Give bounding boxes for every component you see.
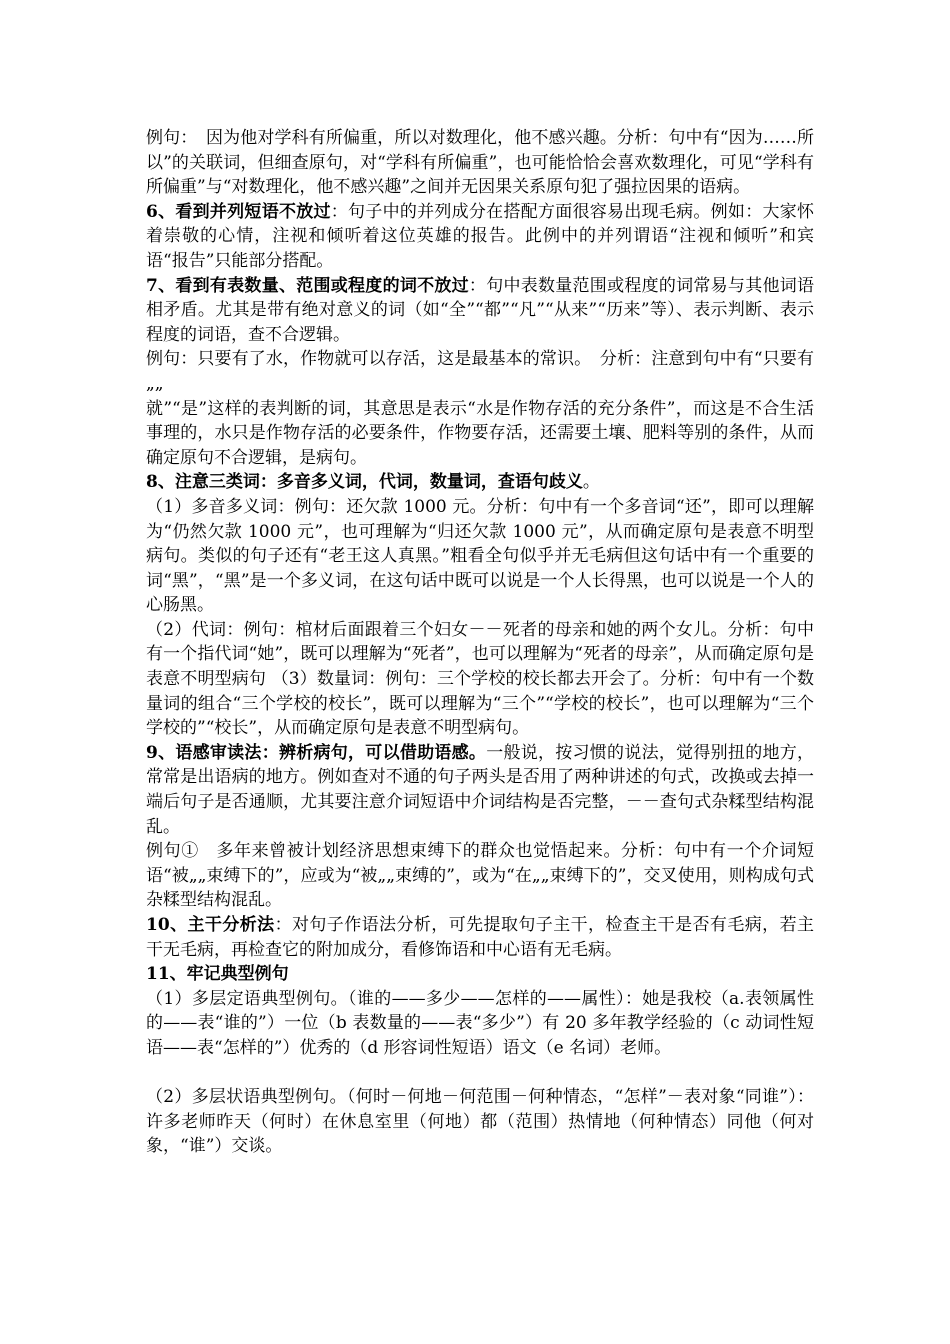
- paragraph-example-7b: 就”“是”这样的表判断的词，其意思是表示“水是作物存活的充分条件”，而这是不合生活事理的，水只是作物存活的必要条件，作物要存活，还需要土壤、肥料等别的条件，从而确定原句不合逻辑，是病句。: [146, 398, 814, 468]
- paragraph-point-7: 7、看到有表数量、范围或程度的词不放过：句中表数量范围或程度的词常易与其他词语相矛盾。尤其是带有绝对意义的词（如“全”“都”“凡”“从来”“历来”等）、表示判断、表示程度的词语，查不合逻辑。: [146, 275, 815, 345]
- paragraph-point-9: 9、语感审读法：辨析病句，可以借助语感。一般说，按习惯的说法，觉得别扭的地方，常常是出语病的地方。例如查对不通的句子两头是否用了两种讲述的句式，改换或去掉一端后句子是否通顺，尤其要注意介词短语中介词结构是否完整，－－查句式杂糅型结构混乱。: [146, 742, 815, 837]
- paragraph-point-8-1: （1）多音多义词：例句：还欠款 1000 元。分析：句中有一个多音词“还”，即可以理解为“仍然欠款 1000 元”，也可理解为“归还欠款 1000 元”，从而确定原句是表意不明型病句。类似的句子还有“老王这人真黑。”粗看全句似乎并无毛病但这句话中有一个重要的词“黑”，“黑”是一个多义词，在这句话中既可以说是一个人长得黑，也可以说是一个人的心肠黑。: [146, 496, 814, 616]
- paragraph-point-8-2: （2）代词：例句：棺材后面跟着三个妇女－－死者的母亲和她的两个女儿。分析：句中有一个指代词“她”，既可以理解为“死者”，也可以理解为“死者的母亲”，从而确定原句是表意不明型病句 （3）数量词：例句：三个学校的校长都去开会了。分析：句中有一个数量词的组合“三个学校的校长”，既可以理解为“三个”“学校的校长”，也可以理解为“三个学校的”“校长”，从而确定原句是表意不明型病句。: [146, 619, 814, 739]
- heading-point-7: 7、看到有表数量、范围或程度的词不放过: [146, 275, 469, 296]
- paragraph-point-10: 10、主干分析法：对句子作语法分析，可先提取句子主干，检查主干是否有毛病，若主干无毛病，再检查它的附加成分，看修饰语和中心语有无毛病。: [146, 915, 814, 960]
- paragraph-example-9: 例句① 多年来曾被计划经济思想束缚下的群众也觉悟起来。分析：句中有一个介词短语“被„„束缚下的”，应或为“被„„束缚的”，或为“在„„束缚下的”，交叉使用，则构成句式杂糅型结构混乱。: [146, 841, 814, 911]
- document-body: [146, 126, 814, 1159]
- paragraph-example-7a: 例句：只要有了水，作物就可以存活，这是最基本的常识。 分析：注意到句中有“只要有„„: [146, 349, 814, 394]
- paragraph-point-11-2: （2）多层状语典型例句。（何时－何地－何范围－何种情态，“怎样”－表对象“同谁”）：许多老师昨天（何时）在休息室里（何地）都（范围）热情地（何种情态）同他（何对象，“谁”）交谈。: [146, 1087, 814, 1157]
- heading-point-8: 8、注意三类词：多音多义词，代词，数量词，查语句歧义: [146, 472, 583, 493]
- heading-point-11: 11、牢记典型例句: [146, 964, 289, 985]
- heading-point-9: 9、语感审读法：辨析病句，可以借助语感。: [146, 742, 487, 763]
- paragraph-point-11: [146, 962, 814, 987]
- blank-line: [146, 1061, 814, 1086]
- paragraph-point-8: 8、注意三类词：多音多义词，代词，数量词，查语句歧义。: [146, 472, 600, 493]
- paragraph-point-11-1: （1）多层定语典型例句。（谁的——多少——怎样的——属性）：她是我校（a.表领属性的——表“谁的”）一位（b 表数量的——表“多少”）有 20 多年教学经验的（c 动词性短语——表“怎样的”）优秀的（d 形容词性短语）语文（e 名词）老师。: [146, 988, 814, 1058]
- heading-point-6: 6、看到并列短语不放过: [146, 201, 331, 222]
- paragraph-example-1: 例句： 因为他对学科有所偏重，所以对数理化，他不感兴趣。分析：句中有“因为……所以”的关联词，但细查原句，对“学科有所偏重”，也可能恰恰会喜欢数理化，可见“学科有所偏重”与“对数理化，他不感兴趣”之间并无因果关系原句犯了强拉因果的语病。: [146, 128, 814, 198]
- paragraph-point-6: 6、看到并列短语不放过：句子中的并列成分在搭配方面很容易出现毛病。例如：大家怀着崇敬的心情，注视和倾听着这位英雄的报告。此例中的并列谓语“注视和倾听”和宾语“报告”只能部分搭配。: [146, 201, 814, 271]
- heading-point-10: 10、主干分析法: [146, 915, 275, 935]
